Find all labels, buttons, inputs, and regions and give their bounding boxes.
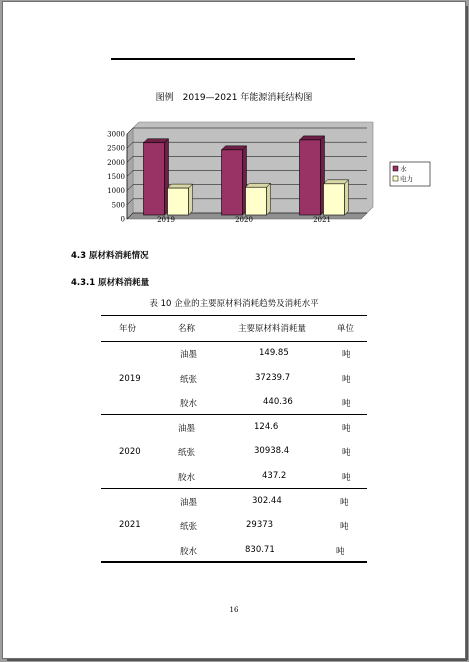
unit-cell: 吨: [342, 424, 351, 434]
header-name: 名称: [178, 324, 196, 334]
amount-cell: 302.44: [252, 496, 282, 506]
y-tick-label: 1500: [107, 173, 125, 181]
bar-side: [345, 180, 349, 215]
legend-label: 水: [400, 165, 407, 173]
header-amount: 主要原材料消耗量: [238, 324, 307, 334]
document-page: [2, 1, 466, 659]
bar: [222, 150, 243, 215]
bar-side: [189, 184, 193, 215]
bar: [246, 187, 267, 215]
header-year: 年份: [119, 324, 137, 334]
legend-swatch: [393, 166, 398, 171]
y-tick-label: 2000: [107, 158, 125, 167]
y-tick-label: 0: [120, 215, 125, 224]
x-tick-label: 2019: [157, 216, 175, 224]
legend-swatch: [393, 176, 398, 181]
material-cell: 油墨: [180, 498, 198, 508]
unit-cell: 吨: [342, 473, 351, 483]
page-number: 16: [229, 606, 239, 614]
unit-cell: 吨: [340, 498, 349, 508]
x-tick-label: 2020: [235, 216, 253, 224]
y-tick-label: 3000: [107, 130, 125, 139]
bar-top: [246, 183, 271, 187]
material-cell: 胶水: [178, 473, 196, 483]
energy-bar-chart: [3, 2, 465, 242]
bar-top: [222, 146, 247, 150]
x-tick-label: 2021: [313, 216, 331, 224]
bar-top: [168, 184, 193, 188]
amount-cell: 29373: [246, 520, 274, 530]
section-heading: 4.3 原材料消耗情况: [71, 251, 149, 261]
unit-cell: 吨: [342, 399, 351, 409]
material-cell: 胶水: [180, 547, 198, 557]
bar-side: [267, 183, 271, 215]
amount-cell: 149.85: [259, 348, 289, 358]
amount-cell: 124.6: [254, 422, 279, 432]
material-cell: 胶水: [180, 399, 198, 409]
bar-top: [324, 180, 349, 184]
bar-top: [300, 136, 325, 140]
amount-cell: 37239.7: [255, 373, 291, 383]
amount-cell: 830.71: [245, 545, 275, 555]
unit-cell: 吨: [342, 350, 351, 360]
bar: [168, 188, 189, 215]
bar-top: [144, 139, 169, 143]
table-top-rule: [101, 315, 367, 316]
material-cell: 油墨: [180, 350, 198, 360]
table-group-rule: [101, 414, 367, 415]
material-cell: 油墨: [178, 424, 196, 434]
material-cell: 纸张: [178, 448, 196, 458]
material-cell: 纸张: [180, 522, 198, 532]
y-tick-label: 2500: [107, 144, 125, 153]
table-bottom-rule: [101, 561, 367, 563]
bar: [144, 143, 165, 215]
table-header-rule: [101, 341, 367, 342]
unit-cell: 吨: [336, 547, 345, 557]
unit-cell: 吨: [340, 522, 349, 532]
bar: [300, 140, 321, 215]
amount-cell: 30938.4: [254, 446, 290, 456]
bar: [324, 184, 345, 215]
table-caption: 表 10 企业的主要原材料消耗趋势及消耗水平: [149, 299, 319, 309]
subsection-heading: 4.3.1 原材料消耗量: [71, 278, 150, 288]
legend-label: 电力: [400, 175, 413, 183]
table-group-rule: [101, 488, 367, 489]
y-tick-label: 1000: [107, 187, 125, 196]
y-tick-label: 500: [111, 201, 125, 210]
amount-cell: 437.2: [262, 471, 287, 481]
amount-cell: 440.36: [263, 397, 293, 407]
material-cell: 纸张: [180, 375, 198, 385]
year-cell: 2020: [119, 447, 141, 457]
unit-cell: 吨: [342, 375, 351, 385]
chart-title: 图例 2019—2021 年能源消耗结构图: [155, 93, 313, 103]
year-cell: 2021: [119, 520, 141, 530]
unit-cell: 吨: [342, 448, 351, 458]
year-cell: 2019: [119, 374, 141, 384]
header-unit: 单位: [337, 324, 355, 334]
